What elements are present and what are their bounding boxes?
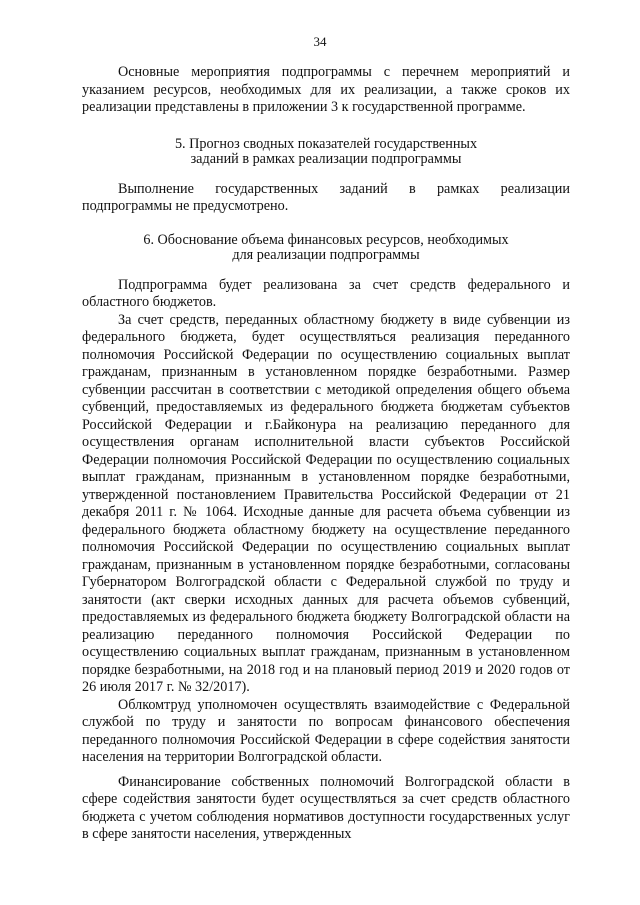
document-body — [82, 64, 570, 844]
section-5-heading-line2: заданий в рамках реализации подпрограммы — [190, 150, 462, 167]
section-6-paragraph-3: Облкомтруд уполномочен осуществлять взаимодействие с Федеральной службой по труду и занятости по вопросам финансового обеспечения переданного полномочия Российской Федерации в сфере содействия занятости населения на территории Волгоградской области. — [82, 696, 570, 765]
page-number: 34 — [313, 34, 327, 49]
section-6-heading — [82, 233, 570, 263]
section-6-paragraph-4: Финансирование собственных полномочий Волгоградской области в сфере содействия занятости будет осуществляться за счет средств областного бюджета с учетом соблюдения нормативов доступности государственных услуг в сфере занятости населения, утвержденных — [82, 773, 570, 842]
section-6-heading-line1: 6. Обоснование объема финансовых ресурсов, необходимых — [143, 231, 509, 248]
intro-paragraph: Основные мероприятия подпрограммы с перечнем мероприятий и указанием ресурсов, необходимых для их реализации, а также сроков их реализации представлены в приложении 3 к государственной программе. — [82, 64, 570, 115]
section-6-paragraph-1: Подпрограмма будет реализована за счет средств федерального и областного бюджетов. — [82, 276, 570, 310]
section-5-text: Выполнение государственных заданий в рамках реализации подпрограммы не предусмотрено. — [82, 180, 570, 214]
section-6-paragraph-2: За счет средств, переданных областному бюджету в виде субвенции из федерального бюджета, будет осуществляться реализация переданного полномочия Российской Федерации по осуществлению социальных выплат гражданам, признанным в установленном порядке безработными. Размер субвенции рассчитан в соответствии с методикой определения общего объема субвенций, предоставляемых из федерального бюджета бюджетам субъектов Российской Федерации и г.Байконура на реализацию переданного для осуществления органам исполнительной власти субъектов Российской Федерации полномочия Российской Федерации по осуществлению социальных выплат гражданам, признанным в установленном порядке безработными, утвержденной постановлением Правительства Российской Федерации от 21 декабря 2011 г. № 1064. Исходные данные для расчета объема субвенции из федерального бюджета областному бюджету на осуществление переданного полномочия Российской Федерации по осуществлению социальных выплат гражданам, признанным в установленном порядке безработными, согласованы Губернатором Волгоградской области с Федеральной службой по труду и занятости (акт сверки исходных данных для расчета объемов субвенций, предоставляемых из федерального бюджета бюджету Волгоградской области на реализацию переданного полномочия Российской Федерации по осуществлению социальных выплат гражданам, признанным в установленном порядке безработными, на 2018 год и на плановый период 2019 и 2020 годов от 26 июля 2017 г. № 32/2017). — [82, 311, 570, 695]
section-5-heading — [82, 137, 570, 167]
section-6-heading-line2: для реализации подпрограммы — [232, 246, 420, 263]
section-5-heading-line1: 5. Прогноз сводных показателей государственных — [174, 135, 478, 152]
